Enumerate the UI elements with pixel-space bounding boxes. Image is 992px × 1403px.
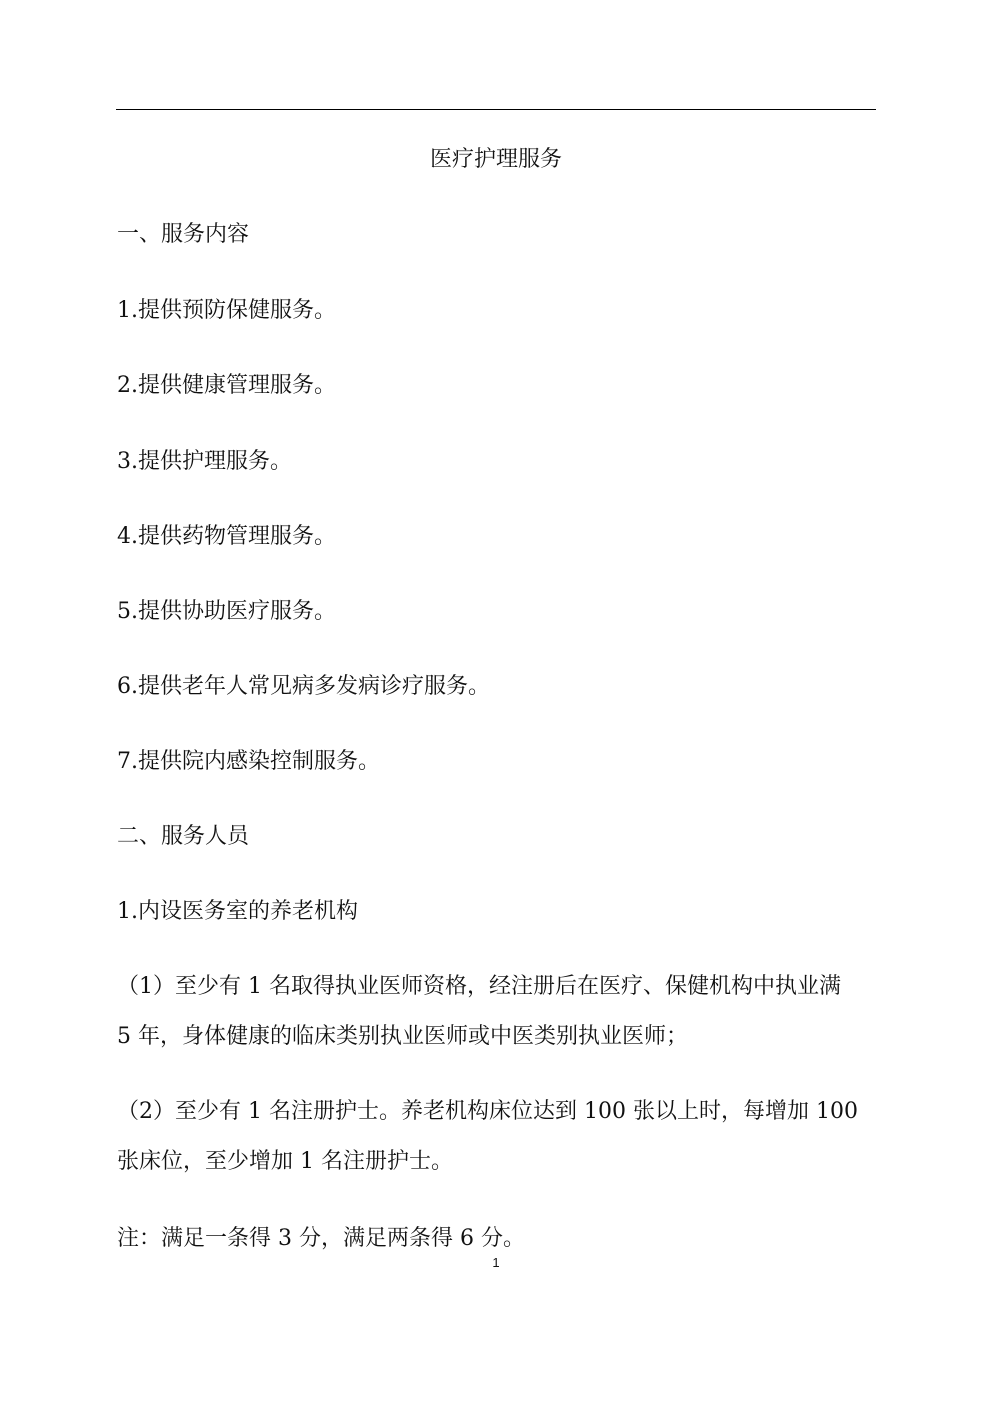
- list-item: 5.提供协助医疗服务。: [117, 599, 336, 624]
- page-number: 1: [492, 1255, 500, 1270]
- section-heading-service-content: 一、服务内容: [117, 222, 250, 247]
- list-item: 1.提供预防保健服务。: [117, 298, 336, 323]
- subheading-medical-room: 1.内设医务室的养老机构: [117, 899, 358, 924]
- scoring-note: 注：满足一条得 3 分，满足两条得 6 分。: [117, 1226, 525, 1251]
- list-item: 3.提供护理服务。: [117, 449, 292, 474]
- list-item: 4.提供药物管理服务。: [117, 524, 336, 549]
- list-item: 6.提供老年人常见病多发病诊疗服务。: [117, 674, 490, 699]
- list-item: 2.提供健康管理服务。: [117, 373, 336, 398]
- paragraph-2-line-1: （2）至少有 1 名注册护士。养老机构床位达到 100 张以上时，每增加 100: [117, 1099, 858, 1124]
- document-title: 医疗护理服务: [429, 147, 562, 172]
- header-rule: [116, 109, 876, 110]
- section-heading-service-staff: 二、服务人员: [117, 824, 250, 849]
- paragraph-1-line-2: 5 年，身体健康的临床类别执业医师或中医类别执业医师；: [117, 1024, 688, 1049]
- paragraph-2-line-2: 张床位，至少增加 1 名注册护士。: [117, 1149, 453, 1174]
- list-item: 7.提供院内感染控制服务。: [117, 749, 380, 774]
- paragraph-1-line-1: （1）至少有 1 名取得执业医师资格，经注册后在医疗、保健机构中执业满: [117, 974, 841, 999]
